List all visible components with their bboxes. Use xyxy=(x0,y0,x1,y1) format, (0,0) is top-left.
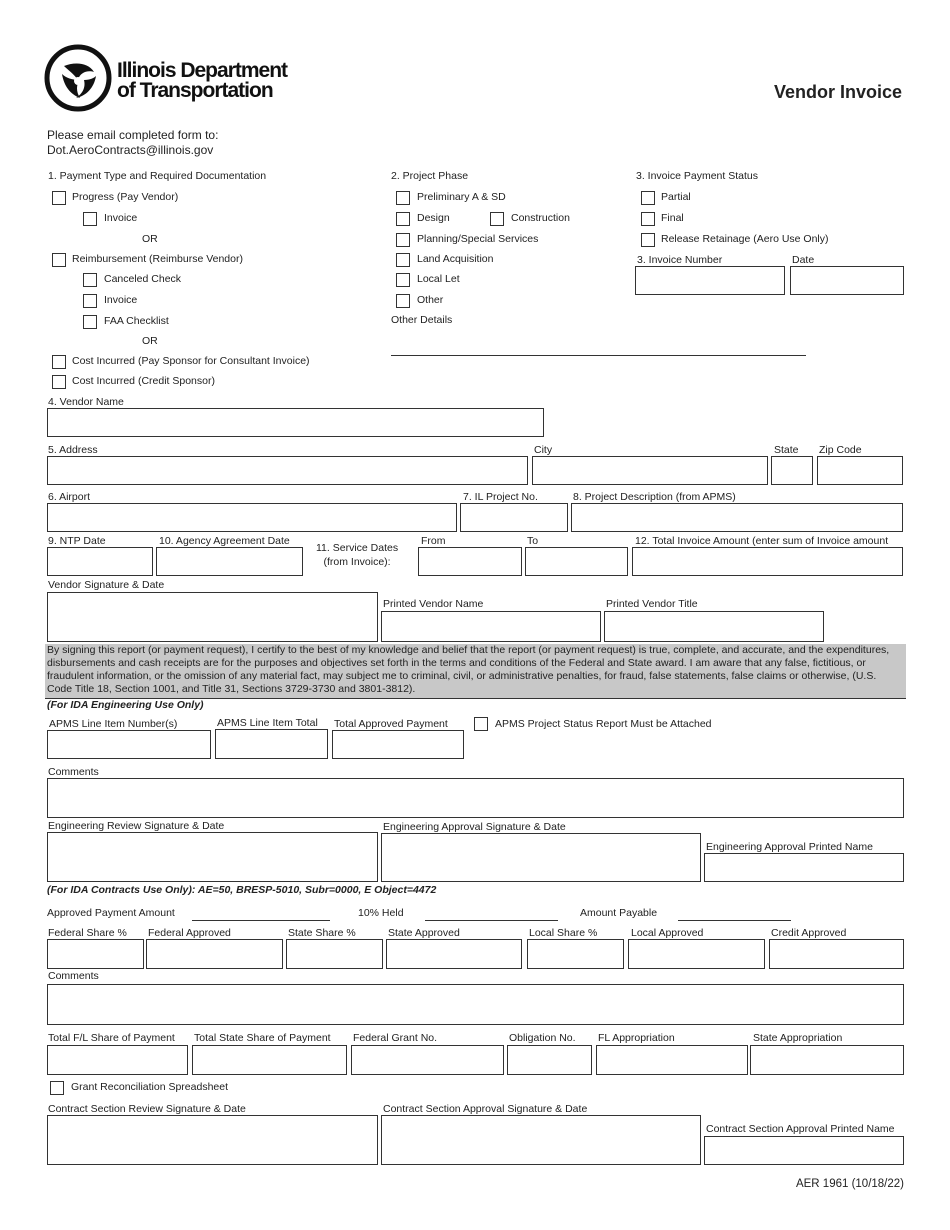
fl-appropriation-field[interactable] xyxy=(596,1045,748,1075)
section3-heading: 3. Invoice Payment Status xyxy=(636,170,758,182)
credit-approved-field[interactable] xyxy=(769,939,904,969)
project-description-field[interactable] xyxy=(571,503,903,532)
to-label: To xyxy=(527,535,539,547)
from-label: From xyxy=(421,535,446,547)
state-appropriation-field[interactable] xyxy=(750,1045,904,1075)
construction-checkbox[interactable] xyxy=(490,212,504,226)
faa-checklist-checkbox[interactable] xyxy=(83,315,97,329)
fl-appropriation-label: FL Appropriation xyxy=(598,1032,675,1044)
partial-checkbox[interactable] xyxy=(641,191,655,205)
from-field[interactable] xyxy=(418,547,522,576)
invoice-date-label: Date xyxy=(792,254,815,266)
federal-share-field[interactable] xyxy=(47,939,144,969)
amount-payable-line[interactable] xyxy=(678,920,791,921)
logo-text-line1: Illinois Department xyxy=(117,59,288,82)
agency-agreement-field[interactable] xyxy=(156,547,303,576)
progress-invoice-checkbox[interactable] xyxy=(83,212,97,226)
prelim-checkbox[interactable] xyxy=(396,191,410,205)
contract-approval-sig-field[interactable] xyxy=(381,1115,701,1165)
project-description-label: 8. Project Description (from APMS) xyxy=(573,491,736,503)
apms-report-checkbox[interactable] xyxy=(474,717,488,731)
engineering-comments-field[interactable] xyxy=(47,778,904,818)
construction-label: Construction xyxy=(511,212,570,224)
vendor-name-label: 4. Vendor Name xyxy=(48,396,124,408)
vendor-name-field[interactable] xyxy=(47,408,544,437)
apms-total-field[interactable] xyxy=(215,729,328,759)
canceled-check-label: Canceled Check xyxy=(104,273,182,285)
airport-field[interactable] xyxy=(47,503,457,532)
total-approved-field[interactable] xyxy=(332,730,464,759)
grant-recon-checkbox[interactable] xyxy=(50,1081,64,1095)
prelim-label: Preliminary A & SD xyxy=(417,191,506,203)
progress-label: Progress (Pay Vendor) xyxy=(72,191,179,203)
invoice-number-label: 3. Invoice Number xyxy=(637,254,723,266)
land-label: Land Acquisition xyxy=(417,253,494,265)
page-title: Vendor Invoice xyxy=(773,82,902,102)
release-label: Release Retainage (Aero Use Only) xyxy=(661,233,829,245)
total-state-field[interactable] xyxy=(192,1045,347,1075)
vendor-signature-field[interactable] xyxy=(47,592,378,642)
logo-text-line2: of Transportation xyxy=(117,79,273,102)
address-label: 5. Address xyxy=(48,444,98,456)
airport-label: 6. Airport xyxy=(48,491,91,503)
contracts-comments-field[interactable] xyxy=(47,984,904,1025)
city-label: City xyxy=(534,444,553,456)
or-label-2: OR xyxy=(142,335,158,347)
planning-checkbox[interactable] xyxy=(396,233,410,247)
progress-invoice-label: Invoice xyxy=(104,212,138,224)
address-field[interactable] xyxy=(47,456,528,485)
credit-approved-label: Credit Approved xyxy=(771,927,847,939)
total-invoice-label: 12. Total Invoice Amount (enter sum of Invoice amount xyxy=(635,535,889,547)
city-field[interactable] xyxy=(532,456,768,485)
contract-approval-name-field[interactable] xyxy=(704,1136,904,1165)
printed-vendor-name-label: Printed Vendor Name xyxy=(383,598,484,610)
state-appropriation-label: State Appropriation xyxy=(753,1032,843,1044)
cost-credit-label: Cost Incurred (Credit Sponsor) xyxy=(72,375,215,387)
total-invoice-field[interactable] xyxy=(632,547,903,576)
state-approved-field[interactable] xyxy=(386,939,522,969)
other-details-line[interactable] xyxy=(391,355,806,356)
contract-review-sig-label: Contract Section Review Signature & Date xyxy=(48,1103,246,1115)
service-dates-line2: (from Invoice): xyxy=(323,556,391,568)
engineering-review-sig-label: Engineering Review Signature & Date xyxy=(48,820,225,832)
ntp-date-field[interactable] xyxy=(47,547,153,576)
section2-heading: 2. Project Phase xyxy=(391,170,469,182)
design-checkbox[interactable] xyxy=(396,212,410,226)
vendor-signature-label: Vendor Signature & Date xyxy=(48,579,165,591)
grant-recon-label: Grant Reconciliation Spreadsheet xyxy=(71,1081,229,1093)
reimbursement-checkbox[interactable] xyxy=(52,253,66,267)
contract-review-sig-field[interactable] xyxy=(47,1115,378,1165)
total-state-label: Total State Share of Payment xyxy=(194,1032,331,1044)
engineering-approval-name-field[interactable] xyxy=(704,853,904,882)
release-checkbox[interactable] xyxy=(641,233,655,247)
federal-approved-field[interactable] xyxy=(146,939,283,969)
service-dates-line1: 11. Service Dates xyxy=(316,542,399,554)
email-intro: Please email completed form to: xyxy=(47,128,219,142)
contract-approval-sig-label: Contract Section Approval Signature & Date xyxy=(383,1103,588,1115)
total-approved-label: Total Approved Payment xyxy=(334,718,448,730)
federal-grant-field[interactable] xyxy=(351,1045,504,1075)
apms-line-label: APMS Line Item Number(s) xyxy=(49,718,178,730)
design-label: Design xyxy=(417,212,450,224)
printed-vendor-title-label: Printed Vendor Title xyxy=(606,598,698,610)
state-field[interactable] xyxy=(771,456,813,485)
or-label-1: OR xyxy=(142,233,158,245)
planning-label: Planning/Special Services xyxy=(417,233,539,245)
obligation-field[interactable] xyxy=(507,1045,592,1075)
progress-checkbox[interactable] xyxy=(52,191,66,205)
total-fl-field[interactable] xyxy=(47,1045,188,1075)
state-share-field[interactable] xyxy=(286,939,383,969)
ntp-date-label: 9. NTP Date xyxy=(48,535,106,547)
approved-payment-line[interactable] xyxy=(192,920,330,921)
apms-line-field[interactable] xyxy=(47,730,211,759)
final-checkbox[interactable] xyxy=(641,212,655,226)
other-label: Other xyxy=(417,294,444,306)
total-fl-label: Total F/L Share of Payment xyxy=(48,1032,175,1044)
local-approved-field[interactable] xyxy=(628,939,765,969)
certification-text: By signing this report (or payment request), I certify to the best of my knowledge and belief that the report (or payment request) is true, complete, and accurate, and the expenditures, disbursements and cash receipts are for the purposes and objectives set forth in the terms and conditions of the Federal and State award. I am aware that any false, fictitious, or fraudulent information, or the omission of any material fact, may subject me to criminal, civil, or administrative penalties, for fraud, false statements, false claims or otherwise, (U.S. Code Title 18, Section 1001, and Title 31, Sections 3729-3730 and 3801-3812). xyxy=(45,644,906,699)
land-checkbox[interactable] xyxy=(396,253,410,267)
approved-payment-label: Approved Payment Amount xyxy=(47,907,175,919)
engineering-heading: (For IDA Engineering Use Only) xyxy=(47,699,204,711)
other-details-label: Other Details xyxy=(391,314,453,326)
zip-label: Zip Code xyxy=(819,444,862,456)
engineering-approval-sig-field[interactable] xyxy=(381,833,701,882)
local-let-label: Local Let xyxy=(417,273,460,285)
engineering-approval-name-label: Engineering Approval Printed Name xyxy=(706,841,873,853)
reimbursement-label: Reimbursement (Reimburse Vendor) xyxy=(72,253,243,265)
printed-vendor-title-field[interactable] xyxy=(604,611,824,642)
printed-vendor-name-field[interactable] xyxy=(381,611,601,642)
engineering-approval-sig-label: Engineering Approval Signature & Date xyxy=(383,821,566,833)
cost-credit-checkbox[interactable] xyxy=(52,375,66,389)
federal-grant-label: Federal Grant No. xyxy=(353,1032,438,1044)
held-label: 10% Held xyxy=(358,907,404,919)
obligation-label: Obligation No. xyxy=(509,1032,576,1044)
local-approved-label: Local Approved xyxy=(631,927,704,939)
form-number: AER 1961 (10/18/22) xyxy=(795,1178,904,1190)
contracts-heading: (For IDA Contracts Use Only): AE=50, BRESP-5010, Subr=0000, E Object=4472 xyxy=(47,884,437,896)
federal-share-label: Federal Share % xyxy=(48,927,127,939)
email-address[interactable]: Dot.AeroContracts@illinois.gov xyxy=(47,143,214,157)
federal-approved-label: Federal Approved xyxy=(148,927,231,939)
cost-consultant-label: Cost Incurred (Pay Sponsor for Consultant Invoice) xyxy=(72,355,310,367)
state-approved-label: State Approved xyxy=(388,927,460,939)
reimb-invoice-checkbox[interactable] xyxy=(83,294,97,308)
contract-approval-name-label: Contract Section Approval Printed Name xyxy=(706,1123,895,1135)
partial-label: Partial xyxy=(661,191,691,203)
section1-heading: 1. Payment Type and Required Documentation xyxy=(48,170,267,182)
canceled-check-checkbox[interactable] xyxy=(83,273,97,287)
local-share-field[interactable] xyxy=(527,939,624,969)
reimb-invoice-label: Invoice xyxy=(104,294,138,306)
agency-agreement-label: 10. Agency Agreement Date xyxy=(159,535,290,547)
cost-consultant-checkbox[interactable] xyxy=(52,355,66,369)
apms-report-label: APMS Project Status Report Must be Attached xyxy=(495,718,712,730)
state-share-label: State Share % xyxy=(288,927,356,939)
faa-checklist-label: FAA Checklist xyxy=(104,315,169,327)
state-label: State xyxy=(774,444,799,456)
zip-field[interactable] xyxy=(817,456,903,485)
idot-logo-mark-icon xyxy=(44,44,112,112)
contracts-comments-label: Comments xyxy=(48,970,99,982)
apms-total-label: APMS Line Item Total xyxy=(217,717,318,729)
service-dates-label xyxy=(316,541,398,569)
other-checkbox[interactable] xyxy=(396,294,410,308)
amount-payable-label: Amount Payable xyxy=(580,907,658,919)
to-field[interactable] xyxy=(525,547,628,576)
invoice-number-field[interactable] xyxy=(635,266,785,295)
local-share-label: Local Share % xyxy=(529,927,598,939)
held-line[interactable] xyxy=(425,920,558,921)
engineering-comments-label: Comments xyxy=(48,766,99,778)
final-label: Final xyxy=(661,212,684,224)
il-project-label: 7. IL Project No. xyxy=(463,491,538,503)
invoice-date-field[interactable] xyxy=(790,266,904,295)
il-project-field[interactable] xyxy=(460,503,568,532)
engineering-review-sig-field[interactable] xyxy=(47,832,378,882)
idot-logo xyxy=(44,44,304,114)
local-let-checkbox[interactable] xyxy=(396,273,410,287)
